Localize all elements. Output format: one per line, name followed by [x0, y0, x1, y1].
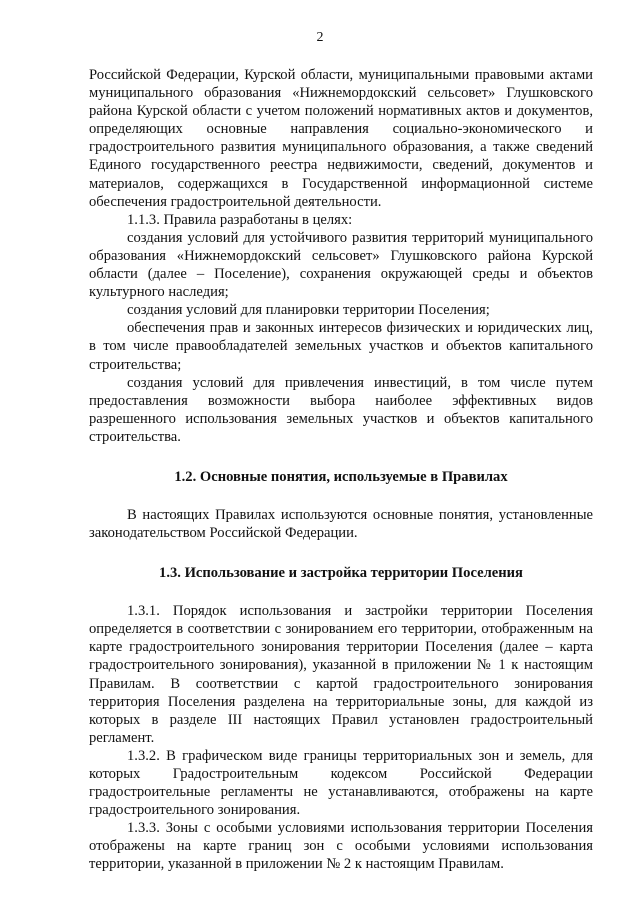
section-heading-1-2: 1.2. Основные понятия, используемые в Правилах — [174, 468, 508, 485]
paragraph-1-3-3: 1.3.3. Зоны с особыми условиями использования территории Поселения отображены на карте границ зон с особыми условиями использования территории, указанной в приложении № 2 к настоящим Правилам. — [89, 820, 593, 873]
paragraph-goals-intro: 1.1.3. Правила разработаны в целях: — [127, 211, 353, 228]
paragraph-intro-continuation: Российской Федерации, Курской области, муниципальными правовыми актами муниципального образования «Нижнемордокский сельсовет» Глушковского района Курской области с учетом положений нормативных актов и документов, определяющих основные направления социально-экономического и градостроительного развития муниципального образования, а также сведений Единого государственного реестра недвижимости, сведений, документов и материалов, содержащихся в Государственной информационной системе обеспечения градостроительной деятельности. — [89, 67, 593, 210]
page-number: 2 — [316, 30, 324, 45]
paragraph-goal-4: создания условий для привлечения инвестиций, в том числе путем предоставления возможности выбора наиболее эффективных видов разрешенного использования земельных участков и объектов капитального строительства. — [89, 374, 593, 445]
document-body — [89, 66, 593, 874]
paragraph-goal-2: создания условий для планировки территории Поселения; — [127, 302, 490, 319]
paragraph-section-1-2: В настоящих Правилах используются основные понятия, установленные законодательством Российской Федерации. — [89, 506, 593, 542]
paragraph-goal-3: обеспечения прав и законных интересов физических и юридических лиц, в том числе правообладателей земельных участков и объектов капитального строительства; — [89, 320, 593, 373]
section-heading-1-3: 1.3. Использование и застройка территории Поселения — [159, 565, 523, 582]
paragraph-1-3-2: 1.3.2. В графическом виде границы территориальных зон и земель, для которых Градостроительным кодексом Российской Федерации градостроительные регламенты не устанавливаются, отображены на карте градостроительного зонирования. — [89, 747, 593, 819]
paragraph-goal-1: создания условий для устойчивого развития территорий муниципального образования «Нижнемордокский сельсовет» Глушковского района Курской области (далее – Поселение), сохранения окружающей среды и объектов культурного наследия; — [89, 229, 593, 301]
paragraph-1-3-1: 1.3.1. Порядок использования и застройки территории Поселения определяется в соответствии с зонированием его территории, отображенным на карте градостроительного зонирования территории Поселения (далее – карта градостроительного зонирования), указанной в приложении № 1 к настоящим Правилам. В соответствии с картой градостроительного зонирования территория Поселения разделена на территориальные зоны, для каждой из которых в разделе III настоящих Правил установлен градостроительный регламент. — [89, 603, 593, 746]
